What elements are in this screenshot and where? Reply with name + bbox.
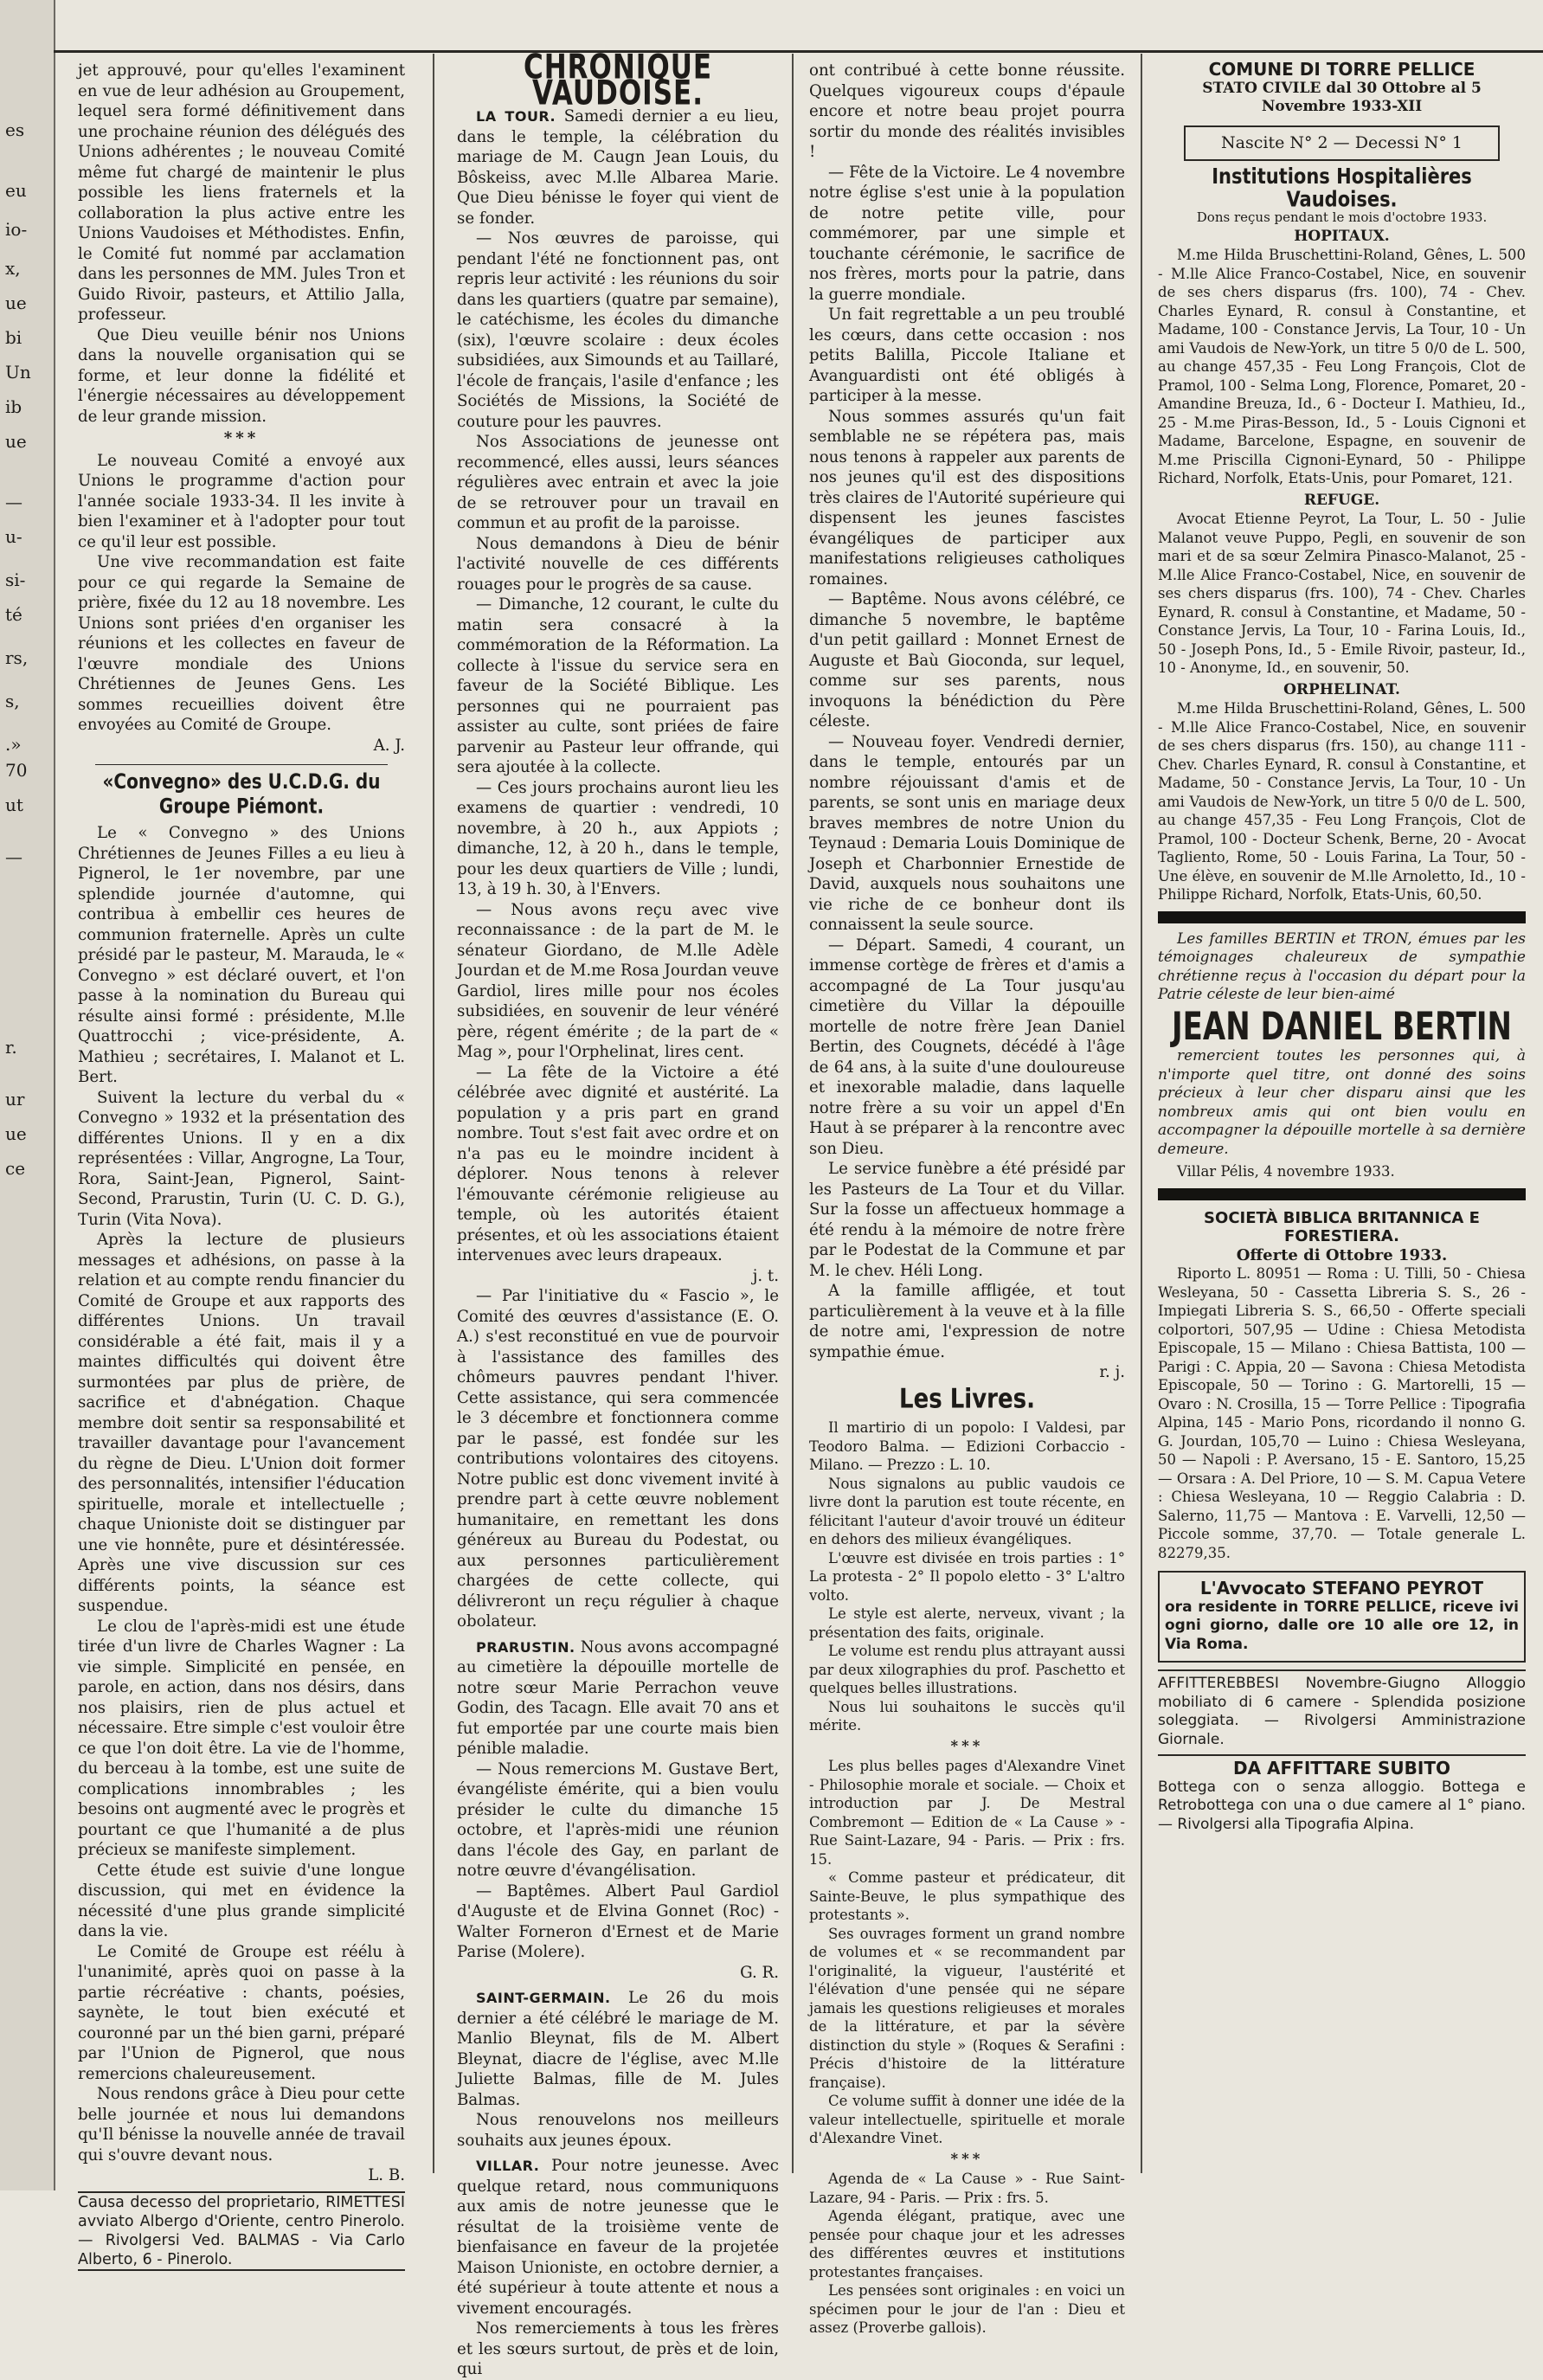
- paragraph: Nous lui souhaitons le succès qu'il mérite.: [809, 1698, 1125, 1734]
- place-heading: PRARUSTIN.: [476, 1638, 575, 1656]
- donations-list: M.me Hilda Bruschettini-Roland, Gênes, L. 500 - M.lle Alice Franco-Costabel, Nice, en souvenir de ses chers disparus (frs. 150), au change 111 - Chev. Charles Eynard, R. consul à Constantine, et Madame, 50 - Constance Jervis, La Tour, 10 - Un ami Vaudois de New-York, un titre 5 0/0 de L. 500, au change 457,35 - Feu Long François, Clot de Pramol, 100 - Docteur Schenk, Berne, 20 - Avocat Tagliento, Rome, 50 - Louis Farina, La Tour, 50 - Une élève, en souvenir de M.lle Arnoletto, Id., 10 - Philippe Richard, Norfolk, Etats-Unis, 60,50.: [1158, 700, 1526, 903]
- civil-registry-title: COMUNE DI TORRE PELLICE: [1208, 59, 1475, 80]
- paragraph: — Baptême. Nous avons célébré, ce dimanche 5 novembre, le baptême d'un petit gaillard : Monnet Ernest de Auguste et Baù Gioconda, sur lequel, comme sur ses parents, nous invoquons la bénédiction du Père céleste.: [809, 590, 1125, 730]
- signature: r. j.: [1099, 1363, 1125, 1381]
- paragraph: Nous signalons au public vaudois ce livre dont la parution est toute récente, en félicitant l'auteur d'avoir trouvé un éditeur en dehors des milieux évangéliques.: [809, 1475, 1125, 1547]
- paragraph-text: Pour notre jeunesse. Avec quelque retard, nous communiquons aux amis de notre jeunesse que le résultat de la troisième vente de bienfaisance en faveur de la projetée Maison Unioniste, en octobre dernier, a été supérieur à toute attente et nous a vivement encouragés.: [457, 2157, 779, 2318]
- signature: G. R.: [740, 1963, 779, 1982]
- signature: L. B.: [368, 2166, 405, 2184]
- adjacent-page-fragment: u-: [5, 526, 23, 547]
- adjacent-page-fragment: —: [5, 846, 23, 867]
- subsection-heading: HOPITAUX.: [1294, 227, 1390, 245]
- paragraph: L'œuvre est divisée en trois parties : 1° La protesta - 2° Il popolo eletto - 3° L'altro volto.: [809, 1549, 1125, 1604]
- paragraph: — Départ. Samedi, 4 courant, un immense cortège de frères et d'amis a accompagné de La Tour jusqu'au cimetière du Villar la dépouille mortelle de notre frère Jean Daniel Bertin, des Cougnets, décédé à l'âge de 64 ans, à la suite d'une douloureuse et inexorable maladie, dans laquelle notre frère a su voir un appel d'En Haut à se préparer à la rencontre avec son Dieu.: [809, 936, 1125, 1158]
- paragraph-text: Nous avons accompagné au cimetière la dépouille mortelle de notre sœur Marie Perrachon veuve Godin, des Tacagn. Elle avait 70 ans et fut emportée par une courte mais bien pénible maladie.: [457, 1637, 779, 1758]
- column-1: [78, 61, 405, 2268]
- section-separator: ***: [223, 429, 260, 447]
- paragraph: — Dimanche, 12 courant, le culte du matin sera consacré à la commémoration de la Réformation. La collecte à l'issue du service sera en faveur de la Société Biblique. Les personnes qui ne pourraient pas assister au culte, sont priées de faire parvenir au Pasteur leur offrande, qui sera ajoutée à la collecte.: [457, 595, 779, 776]
- donations-list: Avocat Etienne Peyrot, La Tour, L. 50 - Julie Malanot veuve Puppo, Pegli, en souvenir de son mari et de sa sœur Zelmira Pinasco-Malanot, 25 - M.lle Alice Franco-Costabel, Nice, en souvenir de ses chers disparus (frs. 100), 74 - Chev. Charles Eynard, R. consul à Constantine, et Madame, 50 - Constance Jervis, La Tour, 10 - Farina Louis, Id., 50 - Joseph Pons, Id., 5 - Emile Rivoir, pasteur, Id., 10 - Anonyme, Id., en souvenir, 50.: [1158, 511, 1526, 676]
- mourning-border-bottom: [1158, 1188, 1526, 1200]
- ornament-rule: [95, 764, 388, 765]
- donations-list: M.me Hilda Bruschettini-Roland, Gênes, L. 500 - M.lle Alice Franco-Costabel, Nice, en souvenir de ses chers disparus (frs. 100), 74 - Chev. Charles Eynard, R. consul à Constantine, et Madame, 100 - Constance Jervis, La Tour, 10 - Un ami Vaudois de New-York, un titre 5 0/0 de L. 500, au change 457,35 - Feu Long François, Clot de Pramol, 100 - Selma Long, Florence, Pomaret, 20 - Amandine Breuza, Id., 6 - Docteur I. Mathieu, Id., 25 - M.me Piras-Besson, Id., 5 - Louis Cignoni et Madame, Barcelone, Espagne, en souvenir de M.me Priscilla Cignoni-Eynard, 50 - Philippe Richard, Norfolk, Etats-Unis, pour Pomaret, 121.: [1158, 247, 1526, 486]
- paragraph: « Comme pasteur et prédicateur, dit Sainte-Beuve, le plus sympathique des protestants ».: [809, 1869, 1125, 1923]
- institutions-subtitle: Dons reçus pendant le mois d'octobre 1933.: [1196, 209, 1488, 225]
- adjacent-page-fragment: rs,: [5, 647, 29, 668]
- subsection-heading: REFUGE.: [1303, 491, 1380, 509]
- adjacent-page-fragment: bi: [5, 327, 23, 348]
- book-entry-heading: Agenda de « La Cause » - Rue Saint-Lazare, 94 - Paris. — Prix : frs. 5.: [809, 2171, 1125, 2206]
- paragraph: Le nouveau Comité a envoyé aux Unions le programme d'action pour l'année sociale 1933-34. Il les invite à bien l'examiner et à l'adopter pour tout ce qu'il leur est possible.: [78, 451, 405, 551]
- paragraph: Le style est alerte, nerveux, vivant ; la présentation des faits, originale.: [809, 1605, 1125, 1641]
- paragraph: Le volume est rendu plus attrayant aussi par deux xilographies du prof. Paschetto et quelques belles illustrations.: [809, 1643, 1125, 1696]
- paragraph: — Nous avons reçu avec vive reconnaissance : de la part de M. le sénateur Giordano, de M.lle Adèle Jourdan et de M.me Rosa Jourdan veuve Gardiol, lires mille pour nos écoles subsidiées, en souvenir de leur vénéré père, régent émérite ; de la part de « Mag », pour l'Orphelinat, lires cent.: [457, 900, 779, 1061]
- paragraph-text: Samedi dernier a eu lieu, dans le temple, la célébration du mariage de M. Caugn Jean Louis, du Bôskeiss, avec M.lle Albarea Marie. Que Dieu bénisse le foyer qui vient de se fonder.: [457, 107, 779, 228]
- adjacent-page-fragment: eu: [5, 180, 27, 201]
- thanks-notice-text: Les familles BERTIN et TRON, émues par les témoignages chaleureux de sympathie chrétienne reçus à l'occasion du départ pour la Patrie céleste de leur bien-aimé: [1158, 929, 1526, 1003]
- paragraph: — Fête de la Victoire. Le 4 novembre notre église s'est unie à la population de notre petite ville, pour commémorer, par une simple et touchante cérémonie, le sacrifice de nos frères, morts pour la patrie, dans la guerre mondiale.: [809, 163, 1125, 304]
- book-entry-heading: Il martirio di un popolo: I Valdesi, par Teodoro Balma. — Edizioni Corbaccio - Milano. — Prezzo : L. 10.: [809, 1419, 1125, 1473]
- section-title: CHRONIQUE VAUDOISE.: [523, 48, 713, 113]
- ad-text: Bottega con o senza alloggio. Bottega e Retrobottega con una o due camere al 1° piano. — Rivolgersi alla Tipografia Alpina.: [1158, 1778, 1526, 1833]
- signature: j. t.: [752, 1266, 779, 1285]
- bible-society-title: SOCIETÀ BIBLICA BRITANNICA E FORESTIERA.: [1204, 1208, 1480, 1245]
- section-title: Les Livres.: [899, 1383, 1035, 1415]
- adjacent-page-fragment: —: [5, 492, 23, 512]
- paragraph: jet approuvé, pour qu'elles l'examinent en vue de leur adhésion au Groupement, lequel sera formé définitivement dans une prochaine réunion des délégués des Unions adhérentes ; le nouveau Comité même fut chargé de maintenir le plus possible les liens fraternels et la collaboration la plus active entre les Unions Vaudoises et Méthodistes. Enfin, le Comité fut nommé par acclamation dans les personnes de MM. Jules Tron et Guido Rivoir, pasteurs, et Attilio Jalla, professeur.: [78, 61, 405, 324]
- paragraph: Nos remerciements à tous les frères et les sœurs surtout, de près et de loin, qui: [457, 2319, 779, 2378]
- column-rule-3: [1141, 54, 1142, 2173]
- adjacent-page-fragment: ue: [5, 293, 27, 313]
- paragraph: Nos Associations de jeunesse ont recommencé, elles aussi, leurs séances régulières avec entrain et avec la joie de se retrouver pour un travail en commun et au profit de la paroisse.: [457, 433, 779, 532]
- paragraph: Nous sommes assurés qu'un fait semblable ne se répétera pas, mais nous tenons à rappeler aux parents de nos jeunes qu'il est des dispositions très claires de l'Autorité supérieure qui dispensent les jeunes fascistes évangéliques de participer aux manifestations religieuses catholiques romaines.: [809, 407, 1125, 589]
- place-heading: LA TOUR.: [476, 108, 556, 125]
- ad-heading: L'Avvocato STEFANO PEYROT: [1199, 1578, 1484, 1598]
- article-heading: «Convegno» des U.C.D.G. du Groupe Piémont.: [102, 769, 381, 819]
- lawyer-ad: [1158, 1571, 1526, 1663]
- rent-ad: AFFITTEREBBESI Novembre-Giugno Alloggio mobiliato di 6 camere - Splendida posizione soleggiata. — Rivolgersi Amministrazione Giornale.: [1158, 1669, 1526, 1749]
- civil-registry-box: Nascite N° 2 — Decessi N° 1: [1184, 125, 1500, 162]
- adjacent-page-fragment: .»: [5, 734, 22, 755]
- adjacent-page-fragment: ue: [5, 1123, 27, 1144]
- paragraph: Le service funèbre a été présidé par les Pasteurs de La Tour et du Villar. Sur la fosse un affectueux hommage a été rendu à la mémoire de notre frère par le Podestat de la Commune et par M. le chev. Héli Long.: [809, 1160, 1125, 1280]
- paragraph: — Baptêmes. Albert Paul Gardiol d'Auguste et de Elvina Gonnet (Roc) - Walter Forneron d'Ernest et de Marie Parise (Molere).: [457, 1881, 779, 1961]
- paragraph: A la famille affligée, et tout particulièrement à la veuve et à la fille de notre ami, l'expression de notre sympathie émue.: [809, 1282, 1125, 1361]
- paragraph: Après la lecture de plusieurs messages et adhésions, on passe à la relation et au compte rendu financier du Comité de Groupe et aux rapports des différentes Unions. Un travail considérable a été fait, mais il y a maintes difficultés qui doivent être surmontées par plus de prière, de sacrifice et d'abnégation. Chaque membre doit sentir sa responsabilité et travailler davantage pour l'avancement du règne de Dieu. L'Union doit former des personnalités, intensifier l'éducation spirituelle, morale et intellectuelle ; chaque Unioniste doit se distinguer par une vie honnête, pure et désintéressée. Après une vive discussion sur ces différents points, la séance est suspendue.: [78, 1231, 405, 1615]
- paragraph: Le Comité de Groupe est réélu à l'unanimité, après quoi on passe à la partie récréative : chants, poésies, saynète, le tout bien exécuté et couronné par un thé bien garni, préparé par l'Union de Pignerol, que nous remercions chaleureusement.: [78, 1942, 405, 2083]
- column-2: [457, 48, 779, 2378]
- adjacent-page-fragment: x,: [5, 258, 21, 279]
- bible-society-subtitle: Offerte di Ottobre 1933.: [1236, 1245, 1448, 1264]
- paragraph: ont contribué à cette bonne réussite. Quelques vigoureux coups d'épaule encore et notre beau projet pourra sortir du monde des réalités invisibles !: [809, 61, 1125, 161]
- paragraph: Que Dieu veuille bénir nos Unions dans la nouvelle organisation qui se forme, et leur donne la fidélité et l'énergie nécessaires au développement de leur grande mission.: [78, 325, 405, 426]
- adjacent-page-fragment: io-: [5, 219, 28, 240]
- thanks-notice-text: remercient toutes les personnes qui, à n'importe quel titre, ont donné des soins précieux à leur cher disparu ainsi que les nombreux amis qui ont bien voulu en accompagner la dépouille mortelle à sa dernière demeure.: [1158, 1047, 1526, 1158]
- subsection-heading: ORPHELINAT.: [1283, 680, 1400, 698]
- paragraph: Le clou de l'après-midi est une étude tirée d'un livre de Charles Wagner : La vie simple. Simplicité en pensée, en parole, en action, dans nos désirs, dans nos plaisirs, rien de plus actuel et nécessaire. Etre simple c'est vouloir être ce que l'on doit être. La vie de l'homme, du berceau à la tombe, est une suite de complications innombrables ; les besoins ont augmenté avec le progrès et pourtant ce que l'humanité a de plus précieux se manifeste simplement.: [78, 1617, 405, 1859]
- paragraph: Les pensées sont originales : en voici un spécimen pour le jour de l'an : Dieu et assez (Proverbe gallois).: [809, 2282, 1125, 2336]
- deceased-name: JEAN DANIEL BERTIN: [1172, 1004, 1512, 1050]
- adjacent-page-fragment: si-: [5, 569, 26, 590]
- book-entry-heading: Les plus belles pages d'Alexandre Vinet - Philosophie morale et sociale. — Choix et introduction par J. De Mestral Combremont — Edition de « La Cause » - Rue Saint-Lazare, 94 - Paris. — Prix : frs. 15.: [809, 1758, 1125, 1868]
- classified-ad: Causa decesso del proprietario, RIMETTESI avviato Albergo d'Oriente, centro Pinerolo. — Rivolgersi Ved. BALMAS - Via Carlo Alberto, 6 - Pinerolo.: [78, 2191, 405, 2271]
- paragraph: Un fait regrettable a un peu troublé les cœurs, dans cette occasion : nos petits Balilla, Piccole Italiane et Avanguardisti ont été obligés à participer à la messe.: [809, 306, 1125, 405]
- adjacent-page-fragment: r.: [5, 1037, 17, 1058]
- adjacent-page-fragment: ce: [5, 1158, 26, 1179]
- paragraph: — Nouveau foyer. Vendredi dernier, dans le temple, entourés par un nombre réjouissant d'amis et de parents, se sont unis en mariage deux braves membres de notre Union du Teynaud : Demaria Louis Dominique de Joseph et Charbonnier Ernestide de David, auxquels nous souhaitons une vie riche de ce bonheur dont ils connaissent la seule source.: [809, 732, 1125, 934]
- mourning-border-top: [1158, 911, 1526, 923]
- paragraph: Le « Convegno » des Unions Chrétiennes de Jeunes Filles a eu lieu à Pignerol, le 1er novembre, par une splendide journée d'automne, qui contribua à embellir ces heures de communion fraternelle. Après un culte présidé par le pasteur, M. Marauda, le « Convegno » est déclaré ouvert, et l'on passe à la nomination du Bureau qui résulte ainsi formé : présidente, M.lle Quattrocchi ; vice-présidente, A. Mathieu ; secrétaires, I. Malanot et L. Bert.: [78, 824, 405, 1086]
- offerings-list: Riporto L. 80951 — Roma : U. Tilli, 50 - Chiesa Wesleyana, 50 - Cassetta Libreria S. S., 26 - Impiegati Libreria S. S., 66,50 - Offerte speciali colportori, 507,95 — Udine : Chiesa Metodista Episcopale, 15 — Milano : Chiesa Battista, 100 — Parigi : C. Appia, 20 — Savona : Chiesa Metodista Episcopale, 50 — Torino : G. Martorelli, 15 — Ovaro : N. Crosilla, 15 — Torre Pellice : Tipografia Alpina, 145 - Mario Pons, ricordando il nonno G. G. Jourdan, 105,70 — Luino : Chiesa Wesleyana, 50 — Napoli : P. Aversano, 15 - E. Santoro, 15,25 — Orsara : A. Del Priore, 10 — S. M. Capua Vetere : Chiesa Wesleyana, 10 — Reggio Calabria : D. Salerno, 11,75 — Mantova : E. Varvelli, 12,50 — Piccole somme, 37,70. — Totale generale L. 82279,35.: [1158, 1265, 1526, 1561]
- adjacent-page-strip: [0, 0, 55, 2190]
- paragraph: Une vive recommandation est faite pour ce qui regarde la Semaine de prière, fixée du 12 au 18 novembre. Les Unions sont priées d'en organiser les réunions et les collectes en faveur de l'œuvre mondiale des Unions Chrétiennes de Jeunes Gens. Les sommes recueillies doivent être envoyées au Comité de Groupe.: [78, 553, 405, 734]
- adjacent-page-fragment: es: [5, 119, 25, 140]
- ad-text: ora residente in TORRE PELLICE, riceve ivi ogni giorno, dalle ore 10 alle ore 12, in Via Roma.: [1165, 1598, 1519, 1653]
- adjacent-page-fragment: té: [5, 604, 23, 625]
- paragraph: Nous rendons grâce à Dieu pour cette belle journée et nous lui demandons qu'Il bénisse la nouvelle année de travail qui s'ouvre devant nous.: [78, 2085, 405, 2165]
- ad-heading: DA AFFITTARE SUBITO: [1233, 1758, 1450, 1779]
- institutions-title: Institutions Hospitalières Vaudoises.: [1212, 164, 1472, 211]
- paragraph: Ce volume suffit à donner une idée de la valeur intellectuelle, spirituelle et morale d'Alexandre Vinet.: [809, 2093, 1125, 2146]
- adjacent-page-fragment: Un: [5, 362, 31, 383]
- adjacent-page-fragment: ur: [5, 1089, 25, 1110]
- column-3: [809, 61, 1125, 2336]
- column-4: [1158, 61, 1526, 2173]
- paragraph: Suivent la lecture du verbal du « Convegno » 1932 et la présentation des différentes Unions. Il y en a dix représentées : Villar, Angrogne, La Tour, Rora, Saint-Jean, Pignerol, Saint-Second, Prarustin, Turin (U. C. D. G.), Turin (Vita Nova).: [78, 1088, 405, 1229]
- section-separator: ***: [950, 1737, 984, 1754]
- paragraph: — Par l'initiative du « Fascio », le Comité des œuvres d'assistance (E. O. A.) s'est reconstitué en vue de pourvoir à l'assistance des familles des chômeurs pauvres pendant l'hiver. Cette assistance, qui sera commencée le 3 décembre et fonctionnera comme par le passé, est fondée sur les contributions volontaires des citoyens. Notre public est donc vivement invité à prendre part à cette œuvre noblement humanitaire, en remettant les dons généreux au Bureau du Podestat, ou aux personnes particulièrement chargées de cette collecte, qui délivreront un reçu régulier à chaque obolateur.: [457, 1287, 779, 1631]
- column-rule-2: [792, 54, 794, 2173]
- paragraph: Agenda élégant, pratique, avec une pensée pour chaque jour et les adresses des différentes œuvres et institutions protestantes françaises.: [809, 2208, 1125, 2280]
- adjacent-page-fragment: s,: [5, 691, 20, 711]
- thanks-notice-signature: Villar Pélis, 4 novembre 1933.: [1177, 1163, 1395, 1180]
- column-rule-1: [433, 54, 434, 2173]
- paragraph: Nous renouvelons nos meilleurs souhaits aux jeunes époux.: [457, 2111, 779, 2150]
- adjacent-page-fragment: ut: [5, 794, 23, 815]
- paragraph-text: Le 26 du mois dernier a été célébré le mariage de M. Manlio Bleynat, fils de M. Albert Bleynat, diacre de l'église, avec M.lle Juliette Balmas, fille de M. Jules Balmas.: [457, 1989, 779, 2109]
- paragraph: — La fête de la Victoire a été célébrée avec dignité et austérité. La population y a pris part en grand nombre. Tout s'est fait avec ordre et on n'a pas eu le moindre incident à déplorer. Nous tenons à relever l'émouvante cérémonie religieuse au temple, où les autorités étaient présentes, et où les associations étaient intervenues avec leurs drapeaux.: [457, 1063, 779, 1264]
- civil-registry-subtitle: STATO CIVILE dal 30 Ottobre al 5 Novembre 1933-XII: [1202, 79, 1482, 115]
- adjacent-page-fragment: ib: [5, 396, 23, 417]
- paragraph: — Ces jours prochains auront lieu les examens de quartier : vendredi, 10 novembre, à 20 h., aux Appiots ; dimanche, 12, à 20 h., dans le temple, pour les deux quartiers de Ville ; lundi, 13, à 19 h. 30, à l'Envers.: [457, 778, 779, 898]
- paragraph: — Nous remercions M. Gustave Bert, évangéliste émérite, qui a bien voulu présider le culte du dimanche 15 octobre, et l'après-midi une réunion dans l'école des Gay, en parlant de notre œuvre d'évangélisation.: [457, 1759, 779, 1880]
- paragraph: Ses ouvrages forment un grand nombre de volumes et « se recommandent par l'originalité, la vigueur, l'austérité et l'élévation d'une pensée qui ne sépare jamais les questions religieuses et morales de la littérature, et par la sévère distinction du style » (Roques & Serafini : Précis d'histoire de la littérature française).: [809, 1925, 1125, 2091]
- adjacent-page-fragment: 70: [5, 760, 28, 781]
- paragraph: Cette étude est suivie d'une longue discussion, qui met en évidence la nécessité d'une plus grande simplicité dans la vie.: [78, 1861, 405, 1940]
- place-heading: SAINT-GERMAIN.: [476, 1990, 611, 2006]
- place-heading: VILLAR.: [476, 2158, 540, 2174]
- top-rule: [54, 50, 1543, 53]
- section-separator: ***: [950, 2150, 984, 2167]
- paragraph: — Nos œuvres de paroisse, qui pendant l'été ne fonctionnent pas, ont repris leur activité : les réunions du soir dans les quartiers (quatre par semaine), le catéchisme, les écoles du dimanche (six), l'œuvre scolaire : deux écoles subsidiées, aux Simounds et au Taillaré, l'école de français, l'asile d'enfance ; les Sociétés de Missions, la Société de couture pour les pauvres.: [457, 229, 779, 431]
- adjacent-page-fragment: ue: [5, 431, 27, 452]
- signature: A. J.: [373, 736, 405, 755]
- paragraph: Nous demandons à Dieu de bénir l'activité nouvelle de ces différents rouages pour le progrès de sa cause.: [457, 534, 779, 594]
